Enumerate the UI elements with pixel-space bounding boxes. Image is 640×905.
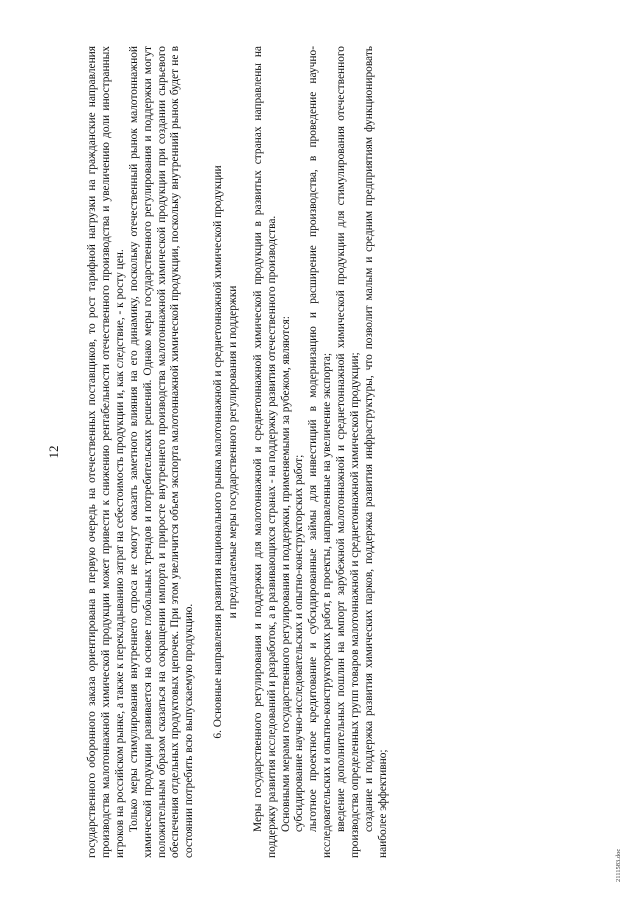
paragraph-cost-pressure: государственного оборонного заказа ориентирована в первую очередь на отечественных поставщиков, то рост тарифной нагрузки на гражданские направления производства малотоннажной химической продукции может привести к снижению рентабельности отечественного производства и увеличению доли иностранных игроков на российском рынке, а также к перекладыванию затрат на себестоимость продукции и, как следствие, - к росту цен. [86,46,126,858]
paragraph-main-measures: Основными мерами государственного регулирования и поддержки, применяемыми за рубежом, являются: [279,316,292,832]
list-item-chemical-parks: создание и поддержка развития химических парков, поддержка развития инфраструктуры, что позволит малым и средним предприятиям функционировать наиболее эффективно; [363,46,389,858]
footer-file-id: 2111583.doc [615,848,622,882]
section-heading [211,46,240,858]
rotated-document-page [40,22,622,882]
section-heading-line-1: 6. Основные направления развития национального рынка малотоннажной и среднетоннажной химической продукции [212,165,225,739]
list-item-import-duties: введение дополнительных пошлин на импорт зарубежной малотоннажной и среднетоннажной химической продукции для стимулирования отечественного производства определенных групп товаров малотоннажной и среднетоннажной химической продукции; [335,46,362,858]
document-body [86,46,391,858]
paragraph-domestic-demand: Только меры стимулирования внутреннего спроса не смогут оказать заметного влияния на его динамику, поскольку отечественный рынок малотоннажной химической продукции развивается на основе глобальных трендов и потребительских решений. Однако меры государственного регулирования и поддержки могут положительным образом сказаться на сокращении импорта и приросте внутреннего производства малотоннажной химической продукции при создании сырьевого обеспечения отдельных продуктовых цепочек. При этом увеличится объем экспорта малотоннажной химической продукции, поскольку внутренний рынок будет не в состоянии потребить всю выпускаемую продукцию. [127,46,196,858]
list-item-project-lending: льготное проектное кредитование и субсидированные займы для инвестиций в модернизацию и расширение производства, в проведение научно-исследовательских и опытно-конструкторских работ, в проекты, направленные на увеличение экспорта; [307,46,334,858]
page-number: 12 [46,445,61,459]
paragraph-regulation-measures: Меры государственного регулирования и поддержки для малотоннажной и среднетоннажной химической продукции в развитых странах направлены на поддержку развития исследований и разработок, а в развивающихся странах - на поддержку развития отечественного производства. [251,46,278,858]
section-heading-line-2: и предлагаемые меры государственного регулирования и поддержки [226,285,239,619]
list-item-rd-subsidies: субсидирование научно-исследовательских и опытно-конструкторских работ; [293,454,306,832]
